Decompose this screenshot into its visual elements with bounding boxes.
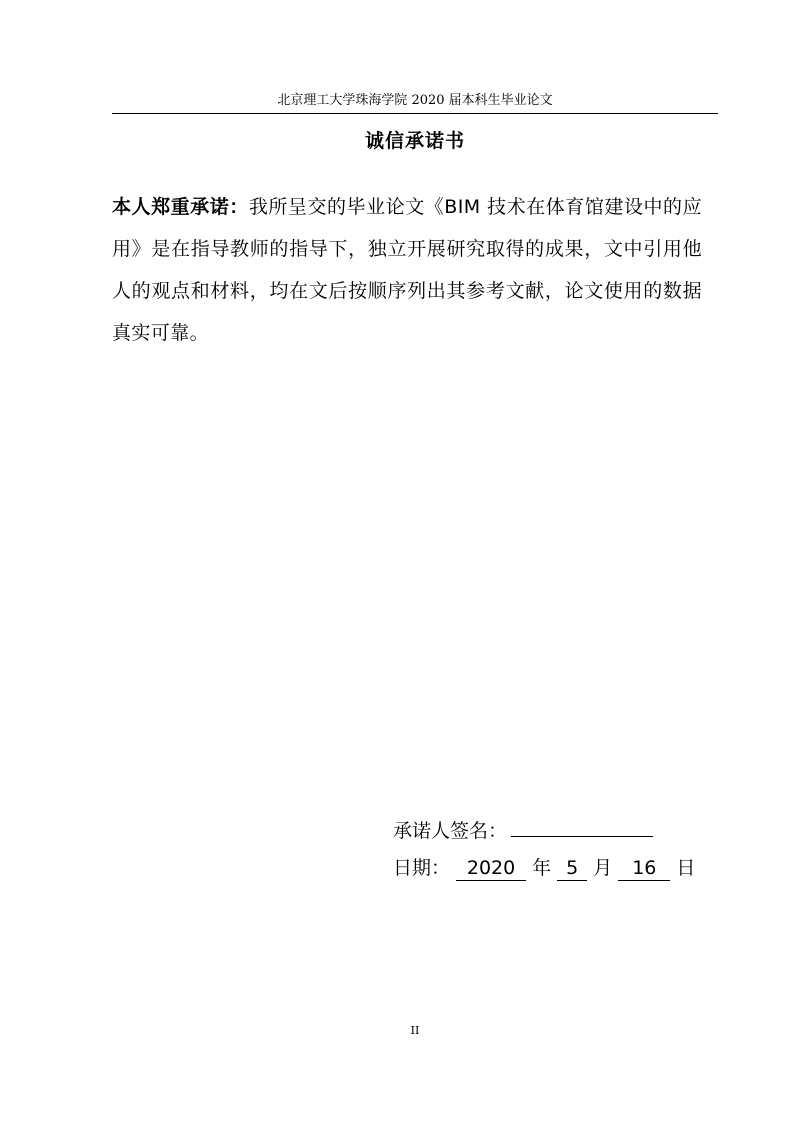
- date-day-unit: 日: [676, 857, 696, 879]
- document-title: 诚信承诺书: [364, 130, 465, 152]
- header-rule: [112, 113, 718, 114]
- date-line: [393, 852, 695, 884]
- signature-label: 承诺人签名：: [393, 820, 508, 842]
- date-month: 5: [557, 856, 587, 881]
- date-label: 日期：: [393, 857, 451, 879]
- date-month-unit: 月: [593, 857, 613, 879]
- page-number: II: [410, 1024, 420, 1037]
- statement-lead: 本人郑重承诺：: [112, 196, 249, 218]
- signature-line: [393, 812, 653, 847]
- statement-body: 我所呈交的毕业论文《BIM 技术在体育馆建设中的应用》是在指导教师的指导下，独立开展研究取得的成果，文中引用他人的观点和材料，均在文后按顺序列出其参考文献，论文使用的数据真实可靠。: [112, 196, 702, 344]
- date-year: 2020: [456, 856, 526, 881]
- signature-blank: [511, 812, 653, 837]
- date-year-unit: 年: [532, 857, 552, 879]
- date-day: 16: [618, 856, 670, 881]
- integrity-statement: [112, 186, 702, 354]
- running-header: 北京理工大学珠海学院 2020 届本科生毕业论文: [277, 93, 553, 108]
